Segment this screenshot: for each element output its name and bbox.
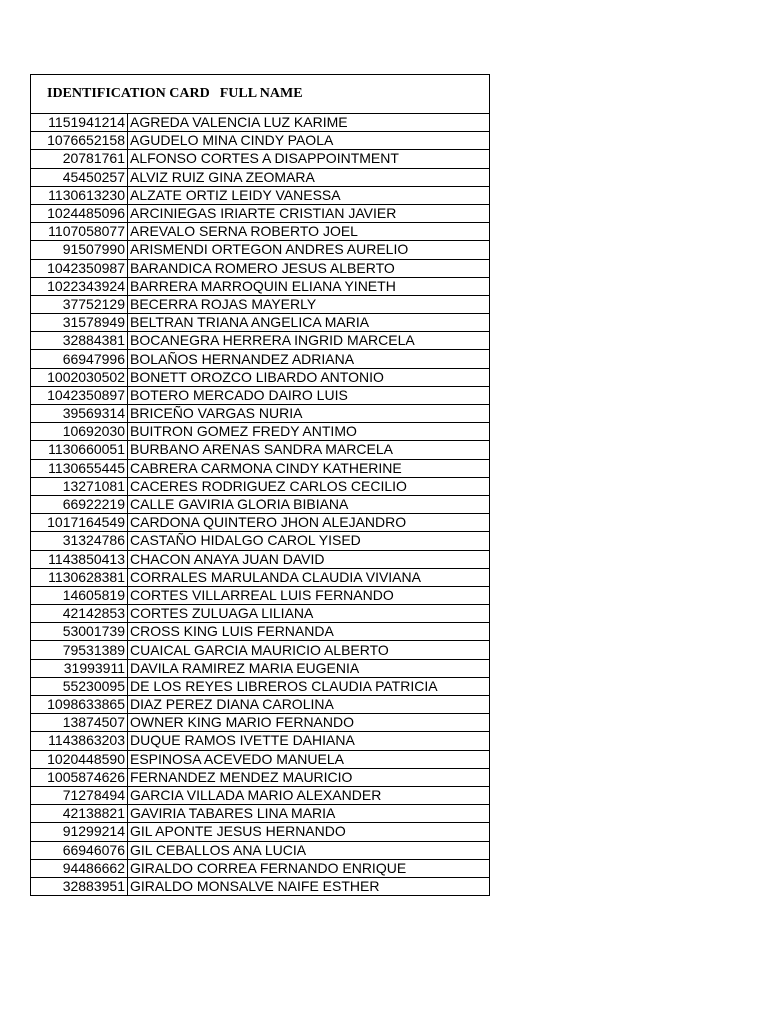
table-row [31, 805, 490, 823]
table-row [31, 786, 490, 804]
header-full-name: FULL NAME [219, 86, 303, 101]
identification-card-cell: 1017164549 [31, 514, 128, 532]
full-name-cell: BOCANEGRA HERRERA INGRID MARCELA [128, 332, 490, 350]
identification-card-cell: 1143863203 [31, 732, 128, 750]
table-row [31, 714, 490, 732]
table-row [31, 823, 490, 841]
table-row [31, 477, 490, 495]
identification-card-cell: 13271081 [31, 477, 128, 495]
identification-card-cell: 79531389 [31, 641, 128, 659]
full-name-cell: BELTRAN TRIANA ANGELICA MARIA [128, 314, 490, 332]
identification-card-cell: 42138821 [31, 805, 128, 823]
full-name-cell: ALZATE ORTIZ LEIDY VANESSA [128, 186, 490, 204]
table-row [31, 732, 490, 750]
table-row [31, 623, 490, 641]
full-name-cell: OWNER KING MARIO FERNANDO [128, 714, 490, 732]
full-name-cell: BOLAÑOS HERNANDEZ ADRIANA [128, 350, 490, 368]
table-row [31, 114, 490, 132]
table-row [31, 696, 490, 714]
identification-card-cell: 20781761 [31, 150, 128, 168]
table-row [31, 859, 490, 877]
full-name-cell: AGUDELO MINA CINDY PAOLA [128, 132, 490, 150]
identification-card-cell: 66922219 [31, 495, 128, 513]
full-name-cell: BECERRA ROJAS MAYERLY [128, 295, 490, 313]
identification-card-cell: 53001739 [31, 623, 128, 641]
identification-card-cell: 1130655445 [31, 459, 128, 477]
full-name-cell: ALVIZ RUIZ GINA ZEOMARA [128, 168, 490, 186]
table-row [31, 423, 490, 441]
identification-card-cell: 1002030502 [31, 368, 128, 386]
full-name-cell: GIL APONTE JESUS HERNANDO [128, 823, 490, 841]
table-row [31, 459, 490, 477]
identification-card-cell: 1042350897 [31, 386, 128, 404]
full-name-cell: AREVALO SERNA ROBERTO JOEL [128, 223, 490, 241]
full-name-cell: ARCINIEGAS IRIARTE CRISTIAN JAVIER [128, 204, 490, 222]
identification-card-cell: 31993911 [31, 659, 128, 677]
table-row [31, 568, 490, 586]
identification-card-cell: 32884381 [31, 332, 128, 350]
identification-card-cell: 1005874626 [31, 768, 128, 786]
table-row [31, 259, 490, 277]
identification-card-cell: 55230095 [31, 677, 128, 695]
table-row [31, 532, 490, 550]
identification-card-cell: 45450257 [31, 168, 128, 186]
table-row [31, 495, 490, 513]
full-name-cell: BRICEÑO VARGAS NURIA [128, 405, 490, 423]
full-name-cell: CARDONA QUINTERO JHON ALEJANDRO [128, 514, 490, 532]
full-name-cell: DUQUE RAMOS IVETTE DAHIANA [128, 732, 490, 750]
identification-card-cell: 1022343924 [31, 277, 128, 295]
table-row [31, 386, 490, 404]
id-name-table [30, 74, 490, 896]
identification-card-cell: 1151941214 [31, 114, 128, 132]
full-name-cell: GIL CEBALLOS ANA LUCIA [128, 841, 490, 859]
table-row [31, 186, 490, 204]
table-row [31, 241, 490, 259]
full-name-cell: BUITRON GOMEZ FREDY ANTIMO [128, 423, 490, 441]
full-name-cell: CORTES VILLARREAL LUIS FERNANDO [128, 586, 490, 604]
identification-card-cell: 94486662 [31, 859, 128, 877]
table-row [31, 368, 490, 386]
identification-card-cell: 1076652158 [31, 132, 128, 150]
identification-card-cell: 71278494 [31, 786, 128, 804]
table-row [31, 750, 490, 768]
identification-card-cell: 1130660051 [31, 441, 128, 459]
full-name-cell: DIAZ PEREZ DIANA CAROLINA [128, 696, 490, 714]
header-cell [31, 75, 490, 114]
full-name-cell: CACERES RODRIGUEZ CARLOS CECILIO [128, 477, 490, 495]
table-row [31, 223, 490, 241]
table-row [31, 677, 490, 695]
full-name-cell: CROSS KING LUIS FERNANDA [128, 623, 490, 641]
full-name-cell: BOTERO MERCADO DAIRO LUIS [128, 386, 490, 404]
identification-card-cell: 1024485096 [31, 204, 128, 222]
identification-card-cell: 1107058077 [31, 223, 128, 241]
full-name-cell: ESPINOSA ACEVEDO MANUELA [128, 750, 490, 768]
table-row [31, 659, 490, 677]
table-row [31, 586, 490, 604]
identification-card-cell: 91507990 [31, 241, 128, 259]
header-row [31, 75, 490, 114]
identification-card-cell: 1130613230 [31, 186, 128, 204]
full-name-cell: CASTAÑO HIDALGO CAROL YISED [128, 532, 490, 550]
table-row [31, 841, 490, 859]
identification-card-cell: 13874507 [31, 714, 128, 732]
full-name-cell: CHACON ANAYA JUAN DAVID [128, 550, 490, 568]
identification-card-cell: 31578949 [31, 314, 128, 332]
full-name-cell: CABRERA CARMONA CINDY KATHERINE [128, 459, 490, 477]
full-name-cell: BARANDICA ROMERO JESUS ALBERTO [128, 259, 490, 277]
table-row [31, 350, 490, 368]
identification-card-cell: 42142853 [31, 605, 128, 623]
table-row [31, 204, 490, 222]
full-name-cell: BARRERA MARROQUIN ELIANA YINETH [128, 277, 490, 295]
identification-card-cell: 91299214 [31, 823, 128, 841]
identification-card-cell: 37752129 [31, 295, 128, 313]
full-name-cell: BONETT OROZCO LIBARDO ANTONIO [128, 368, 490, 386]
table-row [31, 768, 490, 786]
table-row [31, 168, 490, 186]
identification-card-cell: 14605819 [31, 586, 128, 604]
identification-card-cell: 1130628381 [31, 568, 128, 586]
identification-card-cell: 31324786 [31, 532, 128, 550]
table-row [31, 877, 490, 895]
full-name-cell: ALFONSO CORTES A DISAPPOINTMENT [128, 150, 490, 168]
table-row [31, 641, 490, 659]
table-row [31, 514, 490, 532]
header-identification-card: IDENTIFICATION CARD [47, 86, 210, 101]
full-name-cell: GIRALDO CORREA FERNANDO ENRIQUE [128, 859, 490, 877]
full-name-cell: GIRALDO MONSALVE NAIFE ESTHER [128, 877, 490, 895]
identification-card-cell: 1143850413 [31, 550, 128, 568]
table-row [31, 441, 490, 459]
table-row [31, 277, 490, 295]
full-name-cell: BURBANO ARENAS SANDRA MARCELA [128, 441, 490, 459]
table-row [31, 550, 490, 568]
full-name-cell: DAVILA RAMIREZ MARIA EUGENIA [128, 659, 490, 677]
full-name-cell: CALLE GAVIRIA GLORIA BIBIANA [128, 495, 490, 513]
identification-card-cell: 10692030 [31, 423, 128, 441]
header-text [31, 75, 489, 113]
identification-card-cell: 1020448590 [31, 750, 128, 768]
table-row [31, 132, 490, 150]
table-row [31, 150, 490, 168]
full-name-cell: FERNANDEZ MENDEZ MAURICIO [128, 768, 490, 786]
table-body [31, 75, 490, 896]
full-name-cell: CUAICAL GARCIA MAURICIO ALBERTO [128, 641, 490, 659]
full-name-cell: AGREDA VALENCIA LUZ KARIME [128, 114, 490, 132]
full-name-cell: CORTES ZULUAGA LILIANA [128, 605, 490, 623]
identification-card-cell: 1042350987 [31, 259, 128, 277]
full-name-cell: CORRALES MARULANDA CLAUDIA VIVIANA [128, 568, 490, 586]
identification-card-cell: 66946076 [31, 841, 128, 859]
full-name-cell: GARCIA VILLADA MARIO ALEXANDER [128, 786, 490, 804]
table-row [31, 605, 490, 623]
identification-card-cell: 32883951 [31, 877, 128, 895]
identification-card-cell: 39569314 [31, 405, 128, 423]
identification-card-cell: 66947996 [31, 350, 128, 368]
table-row [31, 332, 490, 350]
identification-card-cell: 1098633865 [31, 696, 128, 714]
table-row [31, 295, 490, 313]
full-name-cell: ARISMENDI ORTEGON ANDRES AURELIO [128, 241, 490, 259]
table-row [31, 314, 490, 332]
full-name-cell: GAVIRIA TABARES LINA MARIA [128, 805, 490, 823]
table-row [31, 405, 490, 423]
full-name-cell: DE LOS REYES LIBREROS CLAUDIA PATRICIA [128, 677, 490, 695]
